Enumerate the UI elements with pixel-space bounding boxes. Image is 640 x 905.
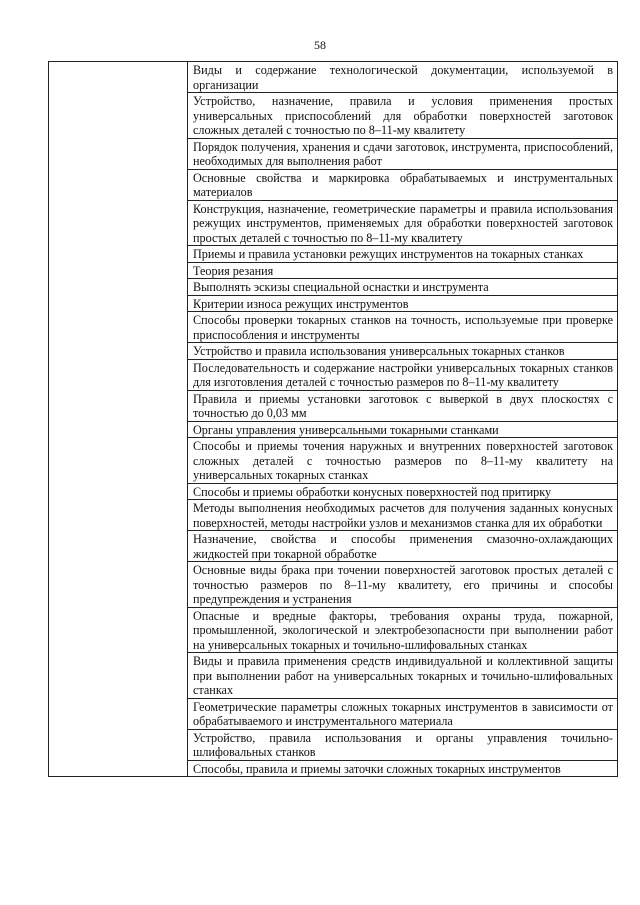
table-cell: Опасные и вредные факторы, требования охраны труда, пожарной, промышленной, экологической и электробезопасности при выполнении работ на универсальных токарных и точильно-шлифовальных станках [188, 607, 618, 653]
table-row [49, 62, 618, 93]
table-cell: Виды и содержание технологической документации, используемой в организации [188, 62, 618, 93]
table-cell: Устройство, правила использования и органы управления точильно-шлифовальных станков [188, 729, 618, 760]
table-cell: Правила и приемы установки заготовок с выверкой в двух плоскостях с точностью до 0,03 мм [188, 390, 618, 421]
empty-label-cell [49, 62, 188, 777]
requirements-table [48, 61, 618, 777]
table-cell: Методы выполнения необходимых расчетов для получения заданных конусных поверхностей, методы настройки узлов и механизмов станка для их обработки [188, 500, 618, 531]
table-cell: Назначение, свойства и способы применения смазочно-охлаждающих жидкостей при токарной обработке [188, 531, 618, 562]
table-cell: Геометрические параметры сложных токарных инструментов в зависимости от обрабатываемого и инструментального материала [188, 698, 618, 729]
table-cell: Способы проверки токарных станков на точность, используемые при проверке приспособления и инструменты [188, 312, 618, 343]
table-cell: Порядок получения, хранения и сдачи заготовок, инструмента, приспособлений, необходимых для выполнения работ [188, 138, 618, 169]
table-cell: Последовательность и содержание настройки универсальных токарных станков для изготовления деталей с точностью размеров по 8–11-му квалитету [188, 359, 618, 390]
table-cell: Способы, правила и приемы заточки сложных токарных инструментов [188, 760, 618, 777]
table-cell: Способы и приемы точения наружных и внутренних поверхностей заготовок сложных деталей с точностью размеров по 8–11-му квалитету на универсальных токарных станках [188, 438, 618, 484]
table-cell: Выполнять эскизы специальной оснастки и инструмента [188, 279, 618, 296]
table-cell: Теория резания [188, 262, 618, 279]
table-cell: Основные виды брака при точении поверхностей заготовок простых деталей с точностью размеров по 8–11-му квалитету, его причины и способы предупреждения и устранения [188, 562, 618, 608]
table-cell: Устройство, назначение, правила и условия применения простых универсальных приспособлений для обработки поверхностей заготовок сложных деталей с точностью по 8–11-му квалитету [188, 93, 618, 139]
table-cell: Приемы и правила установки режущих инструментов на токарных станках [188, 246, 618, 263]
page-number: 58 [314, 38, 326, 52]
table-cell: Виды и правила применения средств индивидуальной и коллективной защиты при выполнении работ на универсальных токарных и точильно-шлифовальных станках [188, 653, 618, 699]
table-cell: Способы и приемы обработки конусных поверхностей под притирку [188, 483, 618, 500]
table-cell: Конструкция, назначение, геометрические параметры и правила использования режущих инструментов, применяемых для обработки поверхностей заготовок простых деталей с точностью по 8–11-му квалитету [188, 200, 618, 246]
table-cell: Основные свойства и маркировка обрабатываемых и инструментальных материалов [188, 169, 618, 200]
table-cell: Критерии износа режущих инструментов [188, 295, 618, 312]
table-cell: Органы управления универсальными токарными станками [188, 421, 618, 438]
table-cell: Устройство и правила использования универсальных токарных станков [188, 343, 618, 360]
